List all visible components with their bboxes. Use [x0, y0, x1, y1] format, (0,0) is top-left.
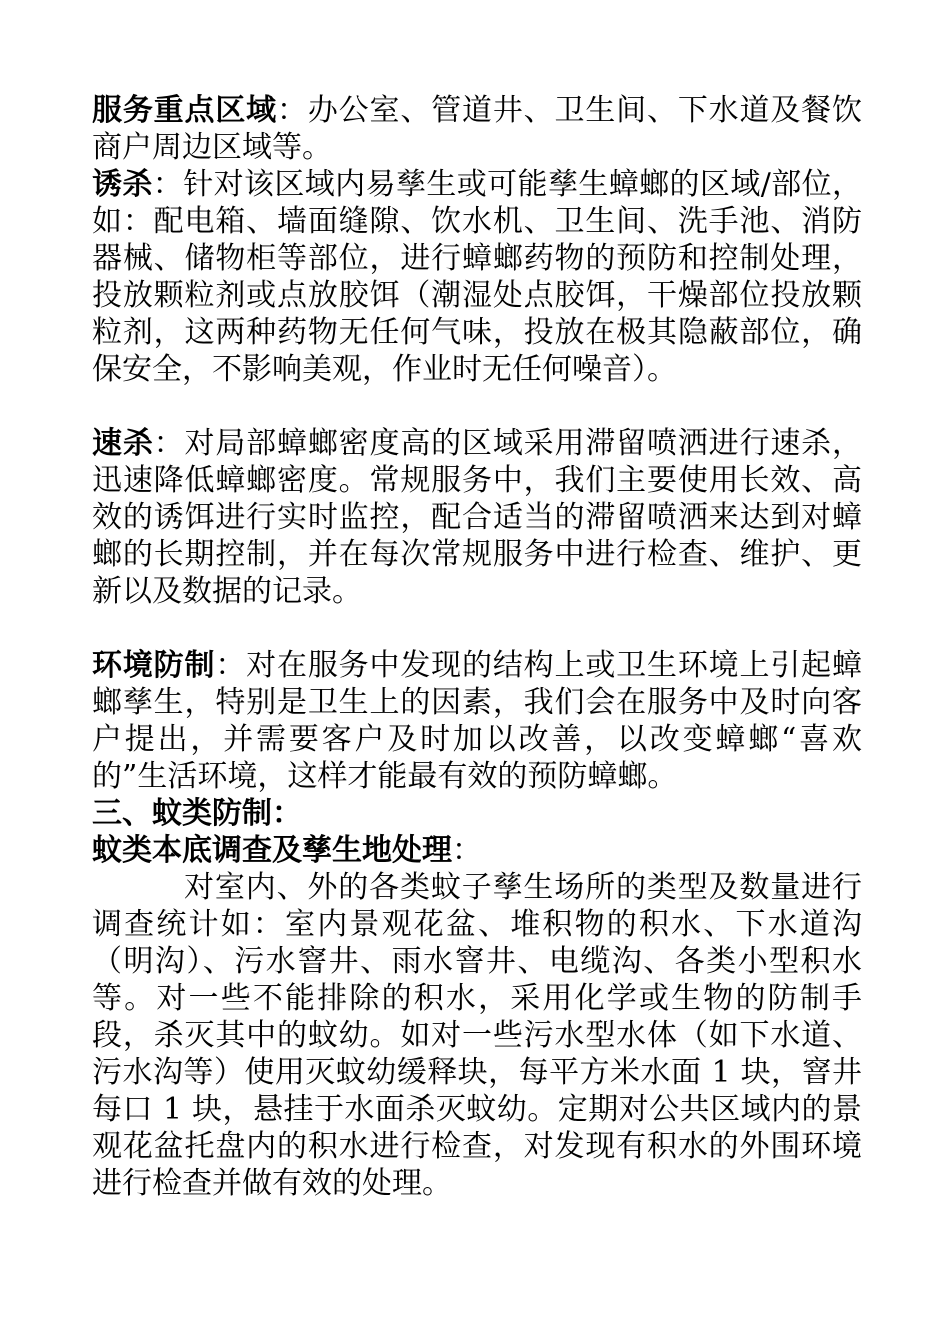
- mosquito-heading: 三、蚊类防制：: [92, 796, 302, 831]
- lure-label: 诱杀: [92, 167, 153, 202]
- mosquito-subheading: 蚊类本底调查及孳生地处理：: [92, 833, 482, 868]
- environment-text: ：对在服务中发现的结构上或卫生环境上引起蟑螂孳生，特别是卫生上的因素，我们会在服务中及时向客户提出，并需要客户及时加以改善，以改变蟑螂“喜欢的”生活环境，这样才能最有效的预防蟑螂。: [92, 648, 863, 794]
- quick-kill-paragraph: [92, 425, 862, 610]
- service-area-paragraph: [92, 92, 862, 166]
- lure-paragraph: [92, 166, 862, 388]
- document-page: [92, 92, 862, 1202]
- quick-kill-label: 速杀: [92, 426, 154, 461]
- quick-kill-text: ：对局部蟑螂密度高的区域采用滞留喷洒进行速杀，迅速降低蟑螂密度。常规服务中，我们主要使用长效、高效的诱饵进行实时监控，配合适当的滞留喷洒来达到对蟑螂的长期控制，并在每次常规服务中进行检查、维护、更新以及数据的记录。: [92, 426, 863, 609]
- service-area-label: 服务重点区域: [92, 93, 277, 128]
- paragraph-gap: [92, 388, 862, 425]
- environment-paragraph: [92, 647, 862, 795]
- environment-label: 环境防制: [92, 648, 216, 683]
- lure-text: ：针对该区域内易孳生或可能孳生蟑螂的区域/部位，如：配电箱、墙面缝隙、饮水机、卫生间、洗手池、消防器械、储物柜等部位，进行蟑螂药物的预防和控制处理，投放颗粒剂或点放胶饵（潮湿处点胶饵，干燥部位投放颗粒剂，这两种药物无任何气味，投放在极其隐蔽部位，确保安全，不影响美观，作业时无任何噪音）。: [92, 167, 863, 387]
- paragraph-gap: [92, 610, 862, 647]
- mosquito-paragraph: 对室内、外的各类蚊子孳生场所的类型及数量进行调查统计如：室内景观花盆、堆积物的积水、下水道沟（明沟）、污水窨井、雨水窨井、电缆沟、各类小型积水等。对一些不能排除的积水，采用化学或生物的防制手段，杀灭其中的蚊幼。如对一些污水型水体（如下水道、污水沟等）使用灭蚊幼缓释块，每平方米水面 1 块，窨井每口 1 块，悬挂于水面杀灭蚊幼。定期对公共区域内的景观花盆托盘内的积水进行检查，对发现有积水的外围环境进行检查并做有效的处理。: [92, 870, 862, 1201]
- service-area-text: ：办公室、管道井、卫生间、下水道及餐饮商户周边区域等。: [92, 93, 862, 165]
